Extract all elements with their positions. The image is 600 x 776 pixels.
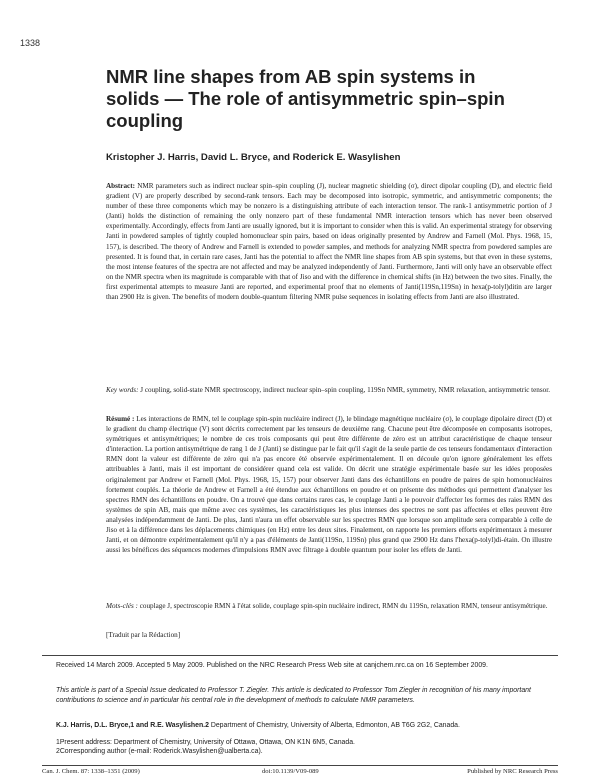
mots-cles-label: Mots-clés : <box>106 602 138 610</box>
resume-label: Résumé : <box>106 415 135 423</box>
corresponding-author-note: 2Corresponding author (e-mail: Roderick.Wasylishen@ualberta.ca). <box>56 748 263 755</box>
mots-cles-paragraph <box>106 601 552 611</box>
mots-cles-text: couplage J, spectroscopie RMN à l'état solide, couplage spin-spin nucléaire indirect, RMN du 119Sn, relaxation RMN, tenseur antisymétrique. <box>139 602 548 610</box>
special-issue-note: This article is part of a Special Issue dedicated to Professor T. Ziegler. This article is dedicated to Professor Tom Ziegler in recognition of his many important contributions to science and in particular his central role in the development of methods to calculate NMR parameters. <box>56 687 531 704</box>
received-note: Received 14 March 2009. Accepted 5 May 2009. Published on the NRC Research Press Web site at canjchem.nrc.ca on 16 September 2009. <box>56 662 488 669</box>
translation-note: [Traduit par la Rédaction] <box>106 631 181 639</box>
doi-link[interactable]: doi:10.1139/V09-089 <box>262 768 319 775</box>
page-number: 1338 <box>20 38 41 48</box>
abstract-text: NMR parameters such as indirect nuclear spin–spin coupling (J), nuclear magnetic shielding (σ), direct dipolar coupling (D), and electric field gradient (V) are properly described by second-rank tensors. Each may be decomposed into isotropic, symmetric, and antisymmetric components; the number of these three components which may be nonzero is a distinguishing attribute of each interaction tensor. The rank-1 antisymmetric portion of J (Janti) holds the distinction of remaining the only nonzero part of these fundamental NMR interaction tensors which has never been observed experimentally. Accordingly, effects from Janti are usually ignored, but it is important to consider when this is valid. An experimental strategy for observing Janti in powdered samples of tightly coupled homonuclear spin pairs, based on ideas originally presented by Andrew and Farnell (Mol. Phys. 1968, 15, 157), is described. The theory of Andrew and Farnell is extended to powder samples, and methods for analyzing NMR spectra from powdered samples are presented. It is found that, in certain rare cases, Janti has the potential to affect the NMR line shapes from AB spin systems, but that even in these systems, the most intense features of the spectra are not affected and may be analyzed independently of Janti. Furthermore, Janti will only have an observable effect on the NMR spectra when its magnitude is comparable with that of Jiso and with the difference in chemical shifts (in Hz) between the two sites. Finally, the first experimental attempts to measure Janti are reported, and experimental proof that no elements of Janti(119Sn,119Sn) in hexa(p-tolyl)ditin are larger than 2900 Hz is given. The benefits of modern double-quantum filtering NMR pulse sequences in isolating effects from Janti are also illustrated. <box>106 182 552 302</box>
resume-text: Les interactions de RMN, tel le couplage spin-spin nucléaire indirect (J), le blindage magnétique nucléaire (σ), le couplage dipolaire direct (D) et le gradient du champ électrique (V) sont décrits correctement par les tenseurs de deuxième rang. Chacune peut être décomposée en composants isotropes, symétriques et antisymétriques; le nombre de ces trois composants qui peut être différente de zéro est un attribut caractéristique de chaque tenseur d'interaction. La portion antisymétrique de rang 1 de J (Janti) se distingue par le fait qu'il s'agit de la seule partie de ces tenseurs fondamentaux d'interaction RMN dont la valeur est différente de zéro qui n'a pas encore été observée expérimentalement. Il en découle qu'on ignore généralement les effets attribuables à Janti, mais il est important de considérer quand cela est valide. On décrit une stratégie expérimentale basée sur les idées proposées originalement par Andrew et Farnell (Mol. Phys. 1968, 15, 157) pour observer Janti dans des échantillons en poudre de paires de spin homonucléaires fortement couplés. La théorie de Andrew et Farnell a été étendue aux échantillons en poudre et on présente des méthodes qui permettent d'analyser les spectres RMN des échantillons en poudre. On a trouvé que dans certains rares cas, le couplage Janti a le pouvoir d'affecter les formes des raies RMN des systèmes de spin AB, mais que même avec ces systèmes, les caractéristiques les plus intenses des spectres ne sont pas affectées et elles peuvent être analysées indépendamment de Janti. De plus, Janti n'aura un effet observable sur les spectres RMN que lorsque son amplitude sera comparable à celle de Jiso et à la différence dans les déplacements chimiques (en Hz) entre les deux sites. Finalement, on rapporte les premiers efforts expérimentaux à mesurer Janti, et on démontre expérimentalement qu'il n'y a pas d'éléments de Janti(119Sn, 119Sn) plus grand que 2900 Hz dans l'hexa(p-tolyl)di-étain. On illustre aussi les bénéfices des séquences modernes d'impulsions RMN avec filtrage à double quantum pour isoler les effets de Janti. <box>106 415 552 555</box>
resume-paragraph <box>106 414 552 555</box>
abstract-label: Abstract: <box>106 182 135 190</box>
article-title: NMR line shapes from AB spin systems in solids — The role of antisymmetric spin–spin coupling <box>106 66 505 131</box>
journal-citation: Can. J. Chem. 87: 1338–1351 (2009) <box>42 768 140 775</box>
affiliation-names: K.J. Harris, D.L. Bryce,1 and R.E. Wasylishen.2 <box>56 722 209 729</box>
keywords-label: Key words: <box>106 386 139 394</box>
keywords-paragraph <box>106 385 552 395</box>
author-list: Kristopher J. Harris, David L. Bryce, and Roderick E. Wasylishen <box>106 152 401 163</box>
footer-divider <box>42 765 558 766</box>
footnote-divider <box>42 655 558 656</box>
publisher-note: Published by NRC Research Press <box>467 768 558 775</box>
abstract-paragraph <box>106 181 552 302</box>
affiliation-note <box>56 721 556 731</box>
keywords-text: J coupling, solid-state NMR spectroscopy, indirect nuclear spin–spin coupling, 119Sn NMR, symmetry, NMR relaxation, antisymmetric tensor. <box>140 386 550 394</box>
affiliation-text: Department of Chemistry, University of Alberta, Edmonton, AB T6G 2G2, Canada. <box>210 722 460 729</box>
present-address-note: 1Present address: Department of Chemistry, University of Ottawa, Ottawa, ON K1N 6N5, Canada. <box>56 739 355 746</box>
